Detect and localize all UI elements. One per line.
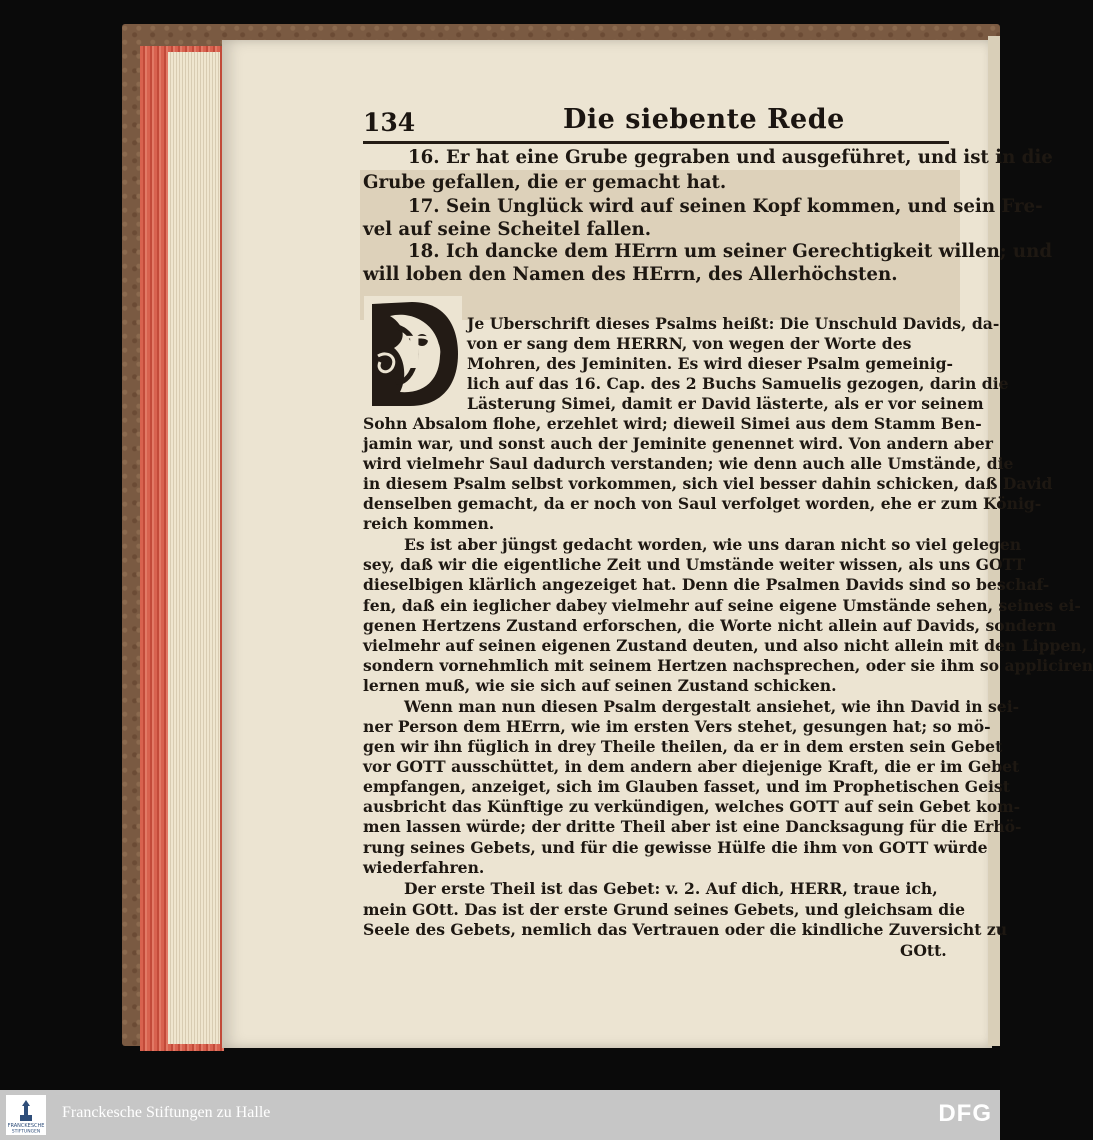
logo-text-bottom: STIFTUNGEN <box>11 1129 41 1135</box>
dfg-logo[interactable]: DFG <box>938 1100 992 1127</box>
text-line: sey, daß wir die eigentliche Zeit und Umstände weiter wissen, als uns GOTT <box>363 555 1026 574</box>
page-number: 134 <box>363 108 416 137</box>
text-line: lernen muß, wie sie sich auf seinen Zustand schicken. <box>363 676 837 695</box>
text-line: GOtt. <box>900 941 947 960</box>
foundation-crest-icon <box>6 1095 46 1135</box>
verse-line: Grube gefallen, die er gemacht hat. <box>363 172 727 193</box>
text-line: vielmehr auf seinen eigenen Zustand deuten, und also nicht allein mit den Lippen, <box>363 636 1088 655</box>
text-line: rung seines Gebets, und für die gewisse Hülfe die ihm von GOTT würde <box>363 838 988 857</box>
text-line: sondern vornehmlich mit seinem Hertzen nachsprechen, oder sie ihm so appliciren <box>363 656 1093 675</box>
text-line: Lästerung Simei, damit er David lästerte, als er vor seinem <box>467 394 984 413</box>
text-line: dieselbigen klärlich angezeiget hat. Denn die Psalmen Davids sind so beschaf- <box>363 575 1050 594</box>
text-line: Seele des Gebets, nemlich das Vertrauen oder die kindliche Zuversicht zu <box>363 920 1008 939</box>
text-line: Wenn man nun diesen Psalm dergestalt ansiehet, wie ihn David in sei- <box>404 697 1020 716</box>
text-line: lich auf das 16. Cap. des 2 Buchs Samuelis gezogen, darin die <box>467 374 1009 393</box>
verse-line: vel auf seine Scheitel fallen. <box>363 219 652 240</box>
logo-text-top: FRANCKESCHE <box>7 1123 45 1129</box>
text-line: Je Uberschrift dieses Psalms heißt: Die Unschuld Davids, da- <box>467 314 1000 333</box>
text-line: Der erste Theil ist das Gebet: v. 2. Auf dich, HERR, traue ich, <box>404 879 938 898</box>
text-line: empfangen, anzeiget, sich im Glauben fasset, und im Prophetischen Geist <box>363 777 1010 796</box>
text-line: ner Person dem HErrn, wie im ersten Vers stehet, gesungen hat; so mö- <box>363 717 991 736</box>
verse-line: will loben den Namen des HErrn, des Allerhöchsten. <box>363 264 898 285</box>
text-line: reich kommen. <box>363 514 495 533</box>
verse-line: 17. Sein Unglück wird auf seinen Kopf kommen, und sein Fre- <box>408 196 1043 217</box>
text-line: wird vielmehr Saul dadurch verstanden; wie denn auch alle Umstände, die <box>363 454 1014 473</box>
verse-line: 18. Ich dancke dem HErrn um seiner Gerechtigkeit willen; und <box>408 241 1053 262</box>
institution-name: Franckesche Stiftungen zu Halle <box>62 1104 271 1121</box>
text-line: wiederfahren. <box>363 858 485 877</box>
text-line: von er sang dem HERRN, von wegen der Worte des <box>467 334 912 353</box>
decorated-initial <box>364 296 462 412</box>
text-line: men lassen würde; der dritte Theil aber ist eine Dancksagung für die Erhö- <box>363 817 1022 836</box>
text-line: Es ist aber jüngst gedacht worden, wie uns daran nicht so viel gelegen <box>404 535 1022 554</box>
text-line: jamin war, und sonst auch der Jeminite genennet wird. Von andern aber <box>363 434 993 453</box>
verse-line: 16. Er hat eine Grube gegraben und ausgeführet, und ist in die <box>408 147 1053 168</box>
text-line: gen wir ihn füglich in drey Theile theilen, da er in dem ersten sein Gebet <box>363 737 1003 756</box>
page-header <box>363 104 949 144</box>
text-line: vor GOTT ausschüttet, in dem andern aber diejenige Kraft, die er im Gebet <box>363 757 1020 776</box>
drop-cap-letter: D <box>404 328 443 379</box>
text-line: fen, daß ein ieglicher dabey vielmehr auf seine eigene Umstände sehen, seines ei- <box>363 596 1081 615</box>
running-head: Die siebente Rede <box>563 104 845 135</box>
foundation-logo[interactable] <box>6 1095 46 1135</box>
text-line: denselben gemacht, da er noch von Saul verfolget worden, ehe er zum König- <box>363 494 1042 513</box>
text-line: mein GOtt. Das ist der erste Grund seines Gebets, und gleichsam die <box>363 900 965 919</box>
footer-bar <box>0 1090 1000 1140</box>
text-line: in diesem Psalm selbst vorkommen, sich viel besser dahin schicken, daß David <box>363 474 1053 493</box>
text-line: Sohn Absalom flohe, erzehlet wird; dieweil Simei aus dem Stamm Ben- <box>363 414 982 433</box>
header-rule <box>363 141 949 144</box>
text-line: ausbricht das Künftige zu verkündigen, welches GOTT auf sein Gebet kom- <box>363 797 1021 816</box>
text-line: genen Hertzens Zustand erforschen, die Worte nicht allein auf Davids, sondern <box>363 616 1057 635</box>
page-edges-cream <box>168 52 220 1044</box>
text-line: Mohren, des Jeminiten. Es wird dieser Psalm gemeinig- <box>467 354 954 373</box>
